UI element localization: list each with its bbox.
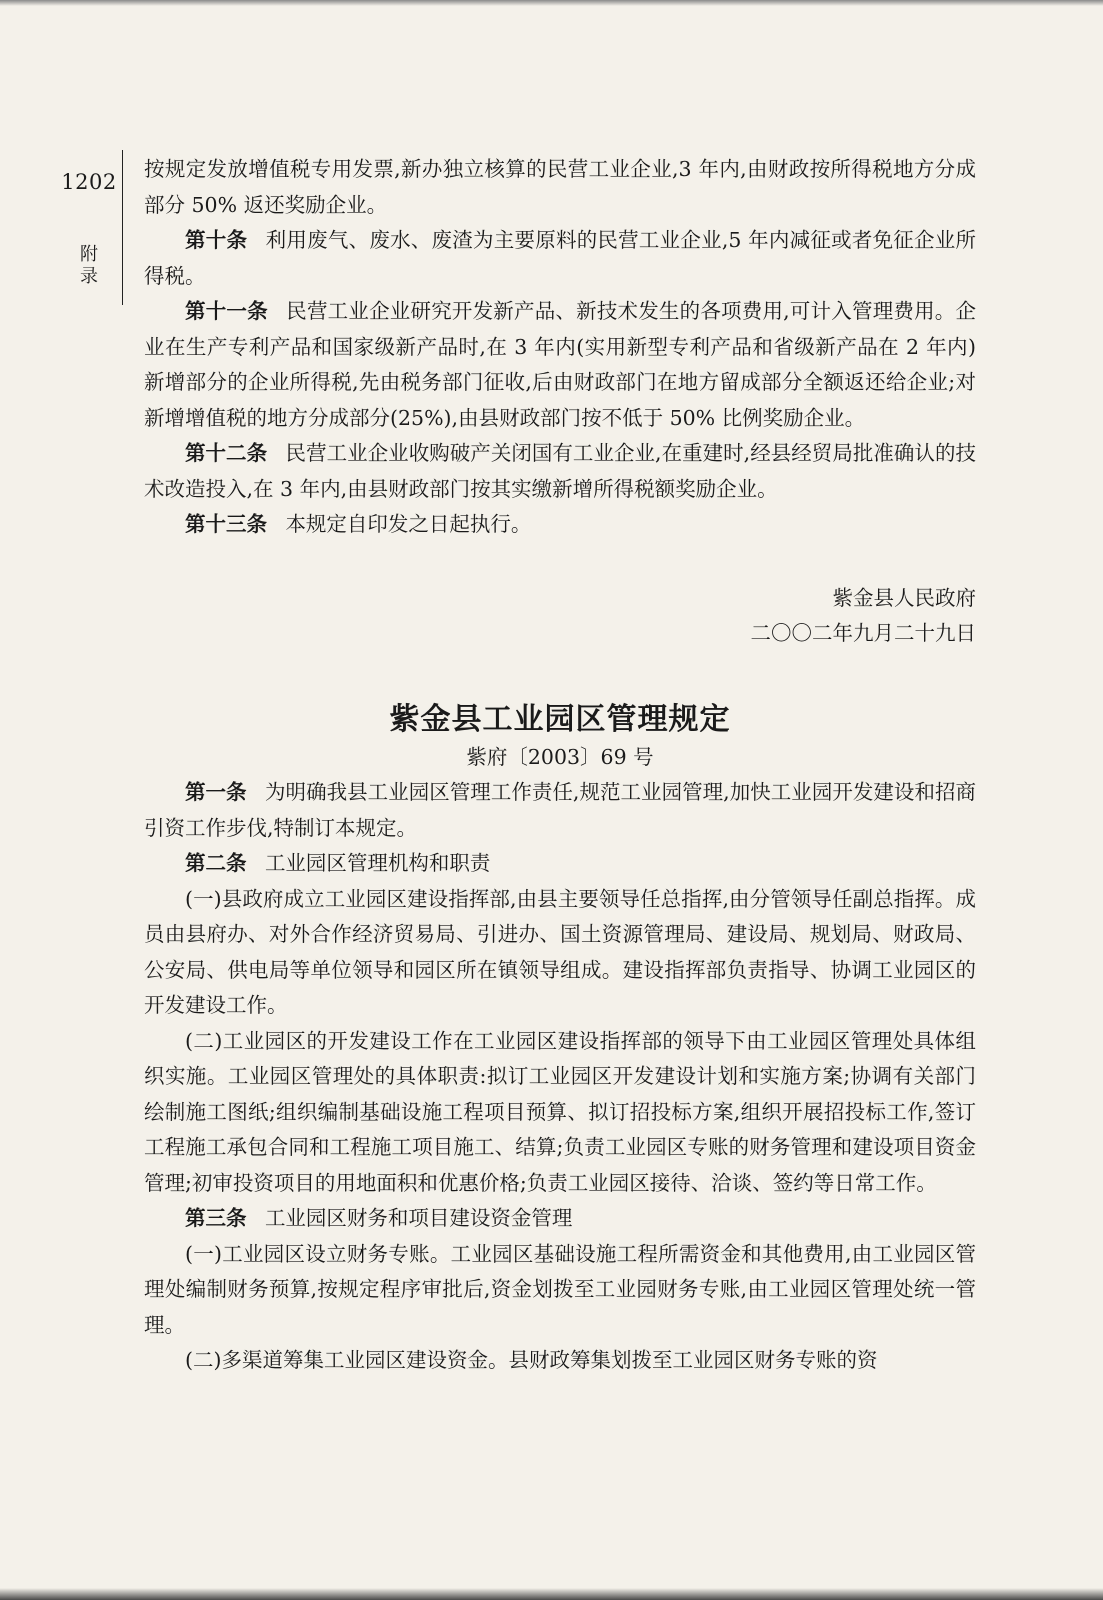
article-2-heading	[144, 846, 976, 882]
article-label: 第十三条	[185, 512, 267, 536]
article-2-clause-2: (二)工业园区的开发建设工作在工业园区建设指挥部的领导下由工业园区管理处具体组织实施。工业园区管理处的具体职责:拟订工业园区开发建设计划和实施方案;协调有关部门绘制施工图纸;组织编制基础设施工程项目预算、拟订招投标方案,组织开展招投标工作,签订工程施工承包合同和工程施工项目施工、结算;负责工业园区专账的财务管理和建设项目资金管理;初审投资项目的用地面积和优惠价格;负责工业园区接待、洽谈、签约等日常工作。	[144, 1028, 976, 1195]
article-3-heading	[144, 1201, 976, 1237]
article-text: 民营工业企业研究开发新产品、新技术发生的各项费用,可计入管理费用。企业在生产专利产品和国家级新产品时,在 3 年内(实用新型专利产品和省级新产品在 2 年内)新增部分的企业所得税,先由税务部门征收,后由财政部门在地方留成部分全额返还给企业;对新增增值税的地方分成部分(25%),由县财政部门按不低于 50% 比例奖励企业。	[144, 299, 977, 430]
continuation-paragraph: 按规定发放增值税专用发票,新办独立核算的民营工业企业,3 年内,由财政按所得税地方分成部分 50% 返还奖励企业。	[144, 157, 976, 217]
article-10	[144, 223, 976, 294]
article-13	[144, 507, 976, 543]
article-label: 第三条	[185, 1206, 247, 1230]
article-label: 第十二条	[185, 441, 268, 465]
issue-date: 二〇〇二年九月二十九日	[750, 621, 976, 645]
signature-block	[144, 581, 976, 652]
document-title: 紫金县工业园区管理规定	[389, 701, 731, 737]
article-label: 第十一条	[185, 299, 268, 323]
page-body	[144, 152, 976, 1379]
article-3-clause-1: (一)工业园区设立财务专账。工业园区基础设施工程所需资金和其他费用,由工业园区管理处编制财务预算,按规定程序审批后,资金划拨至工业园财务专账,由工业园区管理处统一管理。	[144, 1241, 976, 1337]
margin-rule	[122, 150, 123, 305]
article-2-clause-1: (一)县政府成立工业园区建设指挥部,由县主要领导任总指挥,由分管领导任副总指挥。成员由县府办、对外合作经济贸易局、引进办、国土资源管理局、建设局、规划局、财政局、公安局、供电局等单位领导和园区所在镇领导组成。建设指挥部负责指导、协调工业园区的开发建设工作。	[144, 886, 976, 1017]
article-12	[144, 436, 976, 507]
document-number: 紫府〔2003〕69 号	[466, 744, 654, 769]
article-label: 第一条	[185, 780, 247, 804]
article-heading: 工业园区管理机构和职责	[264, 851, 491, 875]
article-1	[144, 775, 976, 846]
article-heading: 工业园区财务和项目建设资金管理	[264, 1206, 573, 1230]
page-margin	[60, 170, 118, 288]
scan-edge-bottom	[0, 1588, 1103, 1600]
issuer: 紫金县人民政府	[832, 585, 976, 610]
page-number: 1202	[61, 170, 117, 194]
article-label: 第二条	[185, 851, 247, 875]
section-label: 附录	[80, 244, 98, 287]
article-label: 第十条	[185, 228, 248, 252]
article-11	[144, 294, 976, 436]
article-3-clause-2: (二)多渠道筹集工业园区建设资金。县财政筹集划拨至工业园区财务专账的资	[185, 1348, 878, 1372]
article-text: 民营工业企业收购破产关闭国有工业企业,在重建时,经县经贸局批准确认的技术改造投入,在 3 年内,由县财政部门按其实缴新增所得税额奖励企业。	[144, 441, 977, 501]
article-text: 利用废气、废水、废渣为主要原料的民营工业企业,5 年内减征或者免征企业所得税。	[144, 228, 977, 288]
article-text: 本规定自印发之日起执行。	[285, 512, 532, 536]
article-text: 为明确我县工业园区管理工作责任,规范工业园管理,加快工业园开发建设和招商引资工作步伐,特制订本规定。	[144, 780, 977, 840]
scan-edge-top	[0, 0, 1103, 6]
